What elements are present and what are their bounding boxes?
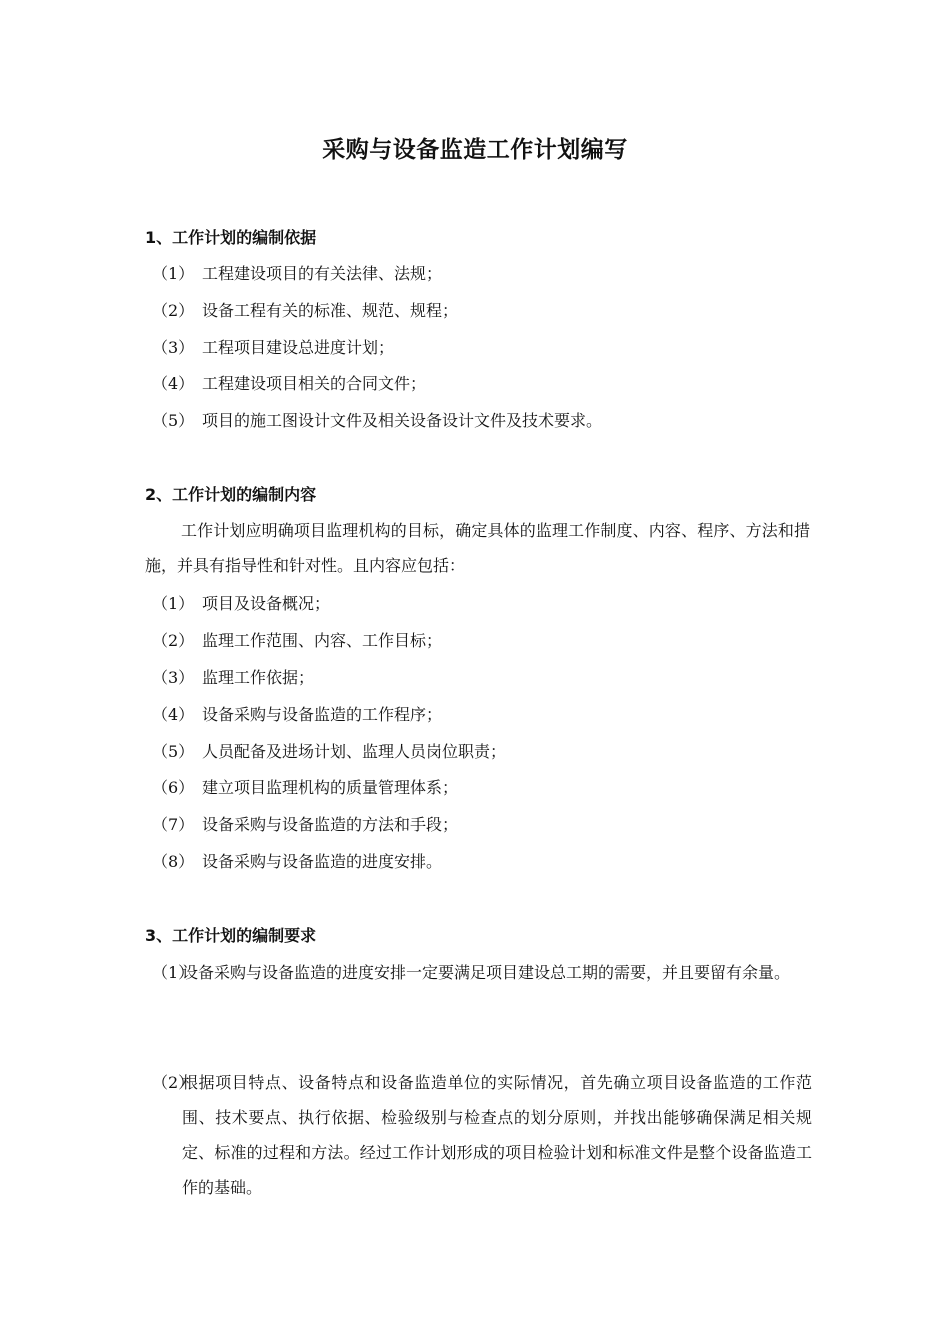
section-1-heading: 1、工作计划的编制依据: [145, 228, 317, 247]
list-item: [152, 813, 458, 837]
list-item-text: 设备采购与设备监造的工作程序；: [202, 705, 443, 724]
list-item-text: 设备工程有关的标准、规范、规程；: [202, 301, 459, 320]
section-3-heading: 3、工作计划的编制要求: [145, 926, 317, 945]
list-item-text: 项目的施工图设计文件及相关设备设计文件及技术要求。: [202, 411, 603, 430]
list-item-text: 建立项目监理机构的质量管理体系；: [202, 778, 459, 797]
list-item: [152, 592, 330, 616]
section-2-intro-paragraph: 工作计划应明确项目监理机构的目标，确定具体的监理工作制度、内容、程序、方法和措施，并具有指导性和针对性。且内容应包括：: [145, 521, 810, 575]
list-item-number: （5）: [152, 411, 195, 430]
requirement-text: 根据项目特点、设备特点和设备监造单位的实际情况，首先确立项目设备监造的工作范围、技术要点、执行依据、检验级别与检查点的划分原则，并找出能够确保满足相关规定、标准的过程和方法。经过工作计划形成的项目检验计划和标准文件是整个设备监造工作的基础。: [182, 1073, 812, 1197]
list-item: [152, 409, 602, 433]
list-item-text: 人员配备及进场计划、监理人员岗位职责；: [202, 742, 507, 761]
list-item-number: （6）: [152, 778, 195, 797]
list-item-number: （1）: [152, 264, 195, 283]
list-item: [152, 776, 458, 800]
list-item-number: （8）: [152, 852, 195, 871]
list-item: [152, 262, 442, 286]
section-2-heading: 2、工作计划的编制内容: [145, 485, 317, 504]
list-item-number: （3）: [152, 338, 195, 357]
requirement-item: [152, 955, 812, 990]
list-item-text: 监理工作范围、内容、工作目标；: [202, 631, 443, 650]
document-title: 采购与设备监造工作计划编写: [322, 137, 628, 163]
list-item-text: 项目及设备概况；: [202, 594, 331, 613]
list-item-number: （2）: [152, 301, 195, 320]
list-item-text: 工程项目建设总进度计划；: [202, 338, 395, 357]
list-item: [152, 629, 442, 653]
list-item: [152, 740, 506, 764]
requirement-item: [152, 1065, 812, 1205]
list-item-text: 监理工作依据；: [202, 668, 315, 687]
list-item-text: 工程建设项目的有关法律、法规；: [202, 264, 443, 283]
list-item-number: （3）: [152, 668, 195, 687]
list-item: [152, 372, 426, 396]
list-item: [152, 666, 314, 690]
list-item-number: （1）: [152, 594, 195, 613]
requirement-number: （2）: [152, 1073, 195, 1092]
list-item-text: 设备采购与设备监造的进度安排。: [202, 852, 443, 871]
list-item: [152, 850, 442, 874]
list-item: [152, 336, 394, 360]
requirement-number: （1）: [152, 963, 195, 982]
list-item-number: （7）: [152, 815, 195, 834]
list-item-number: （4）: [152, 374, 195, 393]
list-item-number: （4）: [152, 705, 195, 724]
list-item: [152, 299, 458, 323]
list-item-number: （5）: [152, 742, 195, 761]
list-item: [152, 703, 442, 727]
list-item-text: 工程建设项目相关的合同文件；: [202, 374, 427, 393]
list-item-number: （2）: [152, 631, 195, 650]
requirement-text: 设备采购与设备监造的进度安排一定要满足项目建设总工期的需要，并且要留有余量。: [182, 963, 791, 982]
list-item-text: 设备采购与设备监造的方法和手段；: [202, 815, 459, 834]
